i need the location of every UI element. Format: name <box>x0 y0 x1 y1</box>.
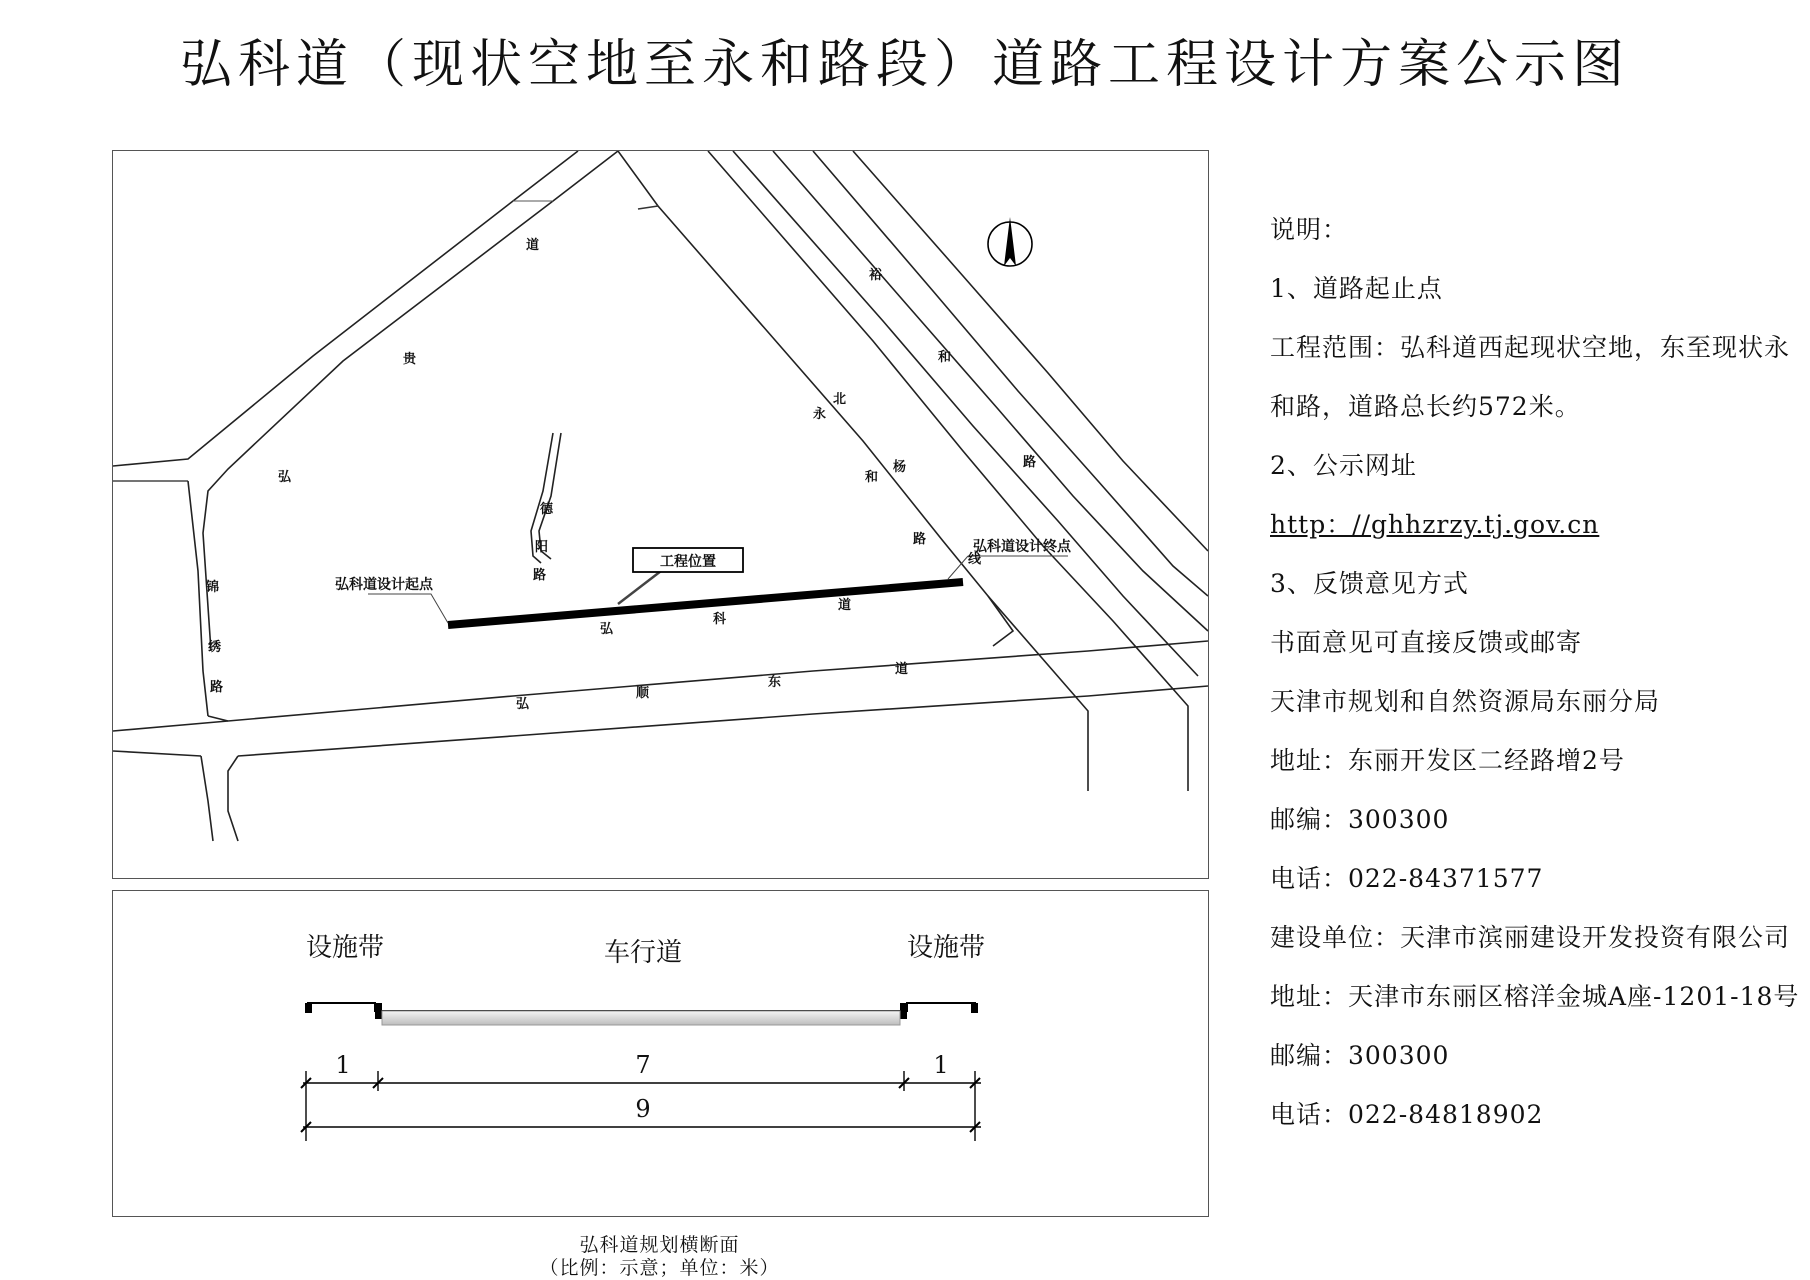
road-char-hongke-2: 科 <box>713 612 727 627</box>
road-char-beiyang-2: 杨 <box>893 460 907 475</box>
road-char-jinxiu-3: 路 <box>210 680 224 695</box>
road-char-yonghe-1: 永 <box>813 407 827 422</box>
hongke-dao-design-line <box>448 582 963 625</box>
location-map-panel <box>112 150 1209 879</box>
recipient-phone: 电话：022-84371577 <box>1270 864 1544 893</box>
road-char-beiyang-1: 北 <box>833 392 847 407</box>
road-char-honggui-3: 弘 <box>278 470 292 485</box>
start-point-leader <box>368 594 448 623</box>
developer-postcode: 邮编：300300 <box>1270 1041 1450 1070</box>
location-map <box>113 151 1208 878</box>
page-title: 弘科道（现状空地至永和路段）道路工程设计方案公示图 <box>179 35 1630 95</box>
road-char-honggui-1: 道 <box>526 238 540 253</box>
total-width: 9 <box>635 1095 651 1123</box>
cross-section-drawing <box>113 891 1208 1216</box>
road-char-huiyang-2: 阳 <box>535 540 549 555</box>
feedback-recipient: 天津市规划和自然资源局东丽分局 <box>1270 687 1661 716</box>
jinxiu-lu-south-edge-2 <box>228 756 238 841</box>
road-char-hongshun-2: 顺 <box>636 686 650 701</box>
carriageway-label: 车行道 <box>603 938 683 968</box>
project-location-leader <box>618 571 661 604</box>
yonghe-lu-east-edge <box>708 151 1188 791</box>
recipient-postcode: 邮编：300300 <box>1270 805 1450 834</box>
road-char-hongke-3: 道 <box>838 598 852 613</box>
developer-name: 建设单位：天津市滨丽建设开发投资有限公司 <box>1270 923 1791 952</box>
feedback-method: 书面意见可直接反馈或邮寄 <box>1270 628 1583 657</box>
road-char-hongke-1: 弘 <box>600 622 614 637</box>
road-char-hongshun-3: 东 <box>768 675 782 690</box>
project-scope-line-1: 工程范围：弘科道西起现状空地，东至现状永 <box>1270 333 1791 362</box>
notes-panel <box>1270 200 1800 1144</box>
start-point-label: 弘科道设计起点 <box>335 577 433 593</box>
road-network <box>113 151 1208 841</box>
road-char-yuhe-2: 和 <box>938 350 952 365</box>
right-facility-zone-label: 设施带 <box>906 933 986 963</box>
developer-phone: 电话：022-84818902 <box>1270 1100 1544 1129</box>
recipient-address: 地址：东丽开发区二经路增2号 <box>1270 746 1625 775</box>
road-char-beiyang-3: 线 <box>968 552 982 567</box>
left-facility-zone-label: 设施带 <box>305 933 385 963</box>
road-char-hongshun-1: 弘 <box>516 697 530 712</box>
hongshun-dong-dao-south-edge <box>238 686 1208 756</box>
north-arrow-icon <box>988 217 1032 266</box>
road-char-yonghe-2: 和 <box>865 470 879 485</box>
cross-section-panel <box>112 890 1209 1217</box>
notes-section-2-heading: 2、公示网址 <box>1270 451 1417 480</box>
road-char-hongshun-4: 道 <box>895 662 909 677</box>
road-char-yuhe-1: 裕 <box>869 268 883 283</box>
project-location-label: 工程位置 <box>660 554 716 570</box>
honggui-dao-inner-edge <box>203 151 618 651</box>
yuhe-lu-edge-1 <box>813 151 1208 596</box>
beiyang-xian-edge-2 <box>773 151 1208 631</box>
developer-address: 地址：天津市东丽区榕洋金城A座-1201-18号 <box>1270 982 1800 1011</box>
end-point-label: 弘科道设计终点 <box>973 539 1071 555</box>
notice-website-link[interactable]: http：//ghhzrzy.tj.gov.cn <box>1270 510 1600 539</box>
right-facility-width: 1 <box>933 1051 949 1079</box>
road-char-huiyang-3: 路 <box>533 568 547 583</box>
jinxiu-lu-south-edge-1 <box>201 756 213 841</box>
road-char-honggui-2: 贵 <box>403 352 417 367</box>
road-char-yuhe-3: 路 <box>1023 455 1037 470</box>
carriageway-width: 7 <box>635 1051 651 1079</box>
project-scope-line-2: 和路，道路总长约572米。 <box>1270 392 1581 421</box>
notes-section-3-heading: 3、反馈意见方式 <box>1270 569 1469 598</box>
road-char-jinxiu-1: 锦 <box>206 580 220 595</box>
road-char-yonghe-3: 路 <box>913 532 927 547</box>
left-facility-width: 1 <box>335 1051 351 1079</box>
notes-heading: 说明： <box>1270 215 1349 244</box>
honggui-dao-outer-edge <box>113 151 578 466</box>
cross-section-scale-note: （比例：示意；单位：米） <box>539 1257 780 1279</box>
cross-section-caption: 弘科道规划横断面 <box>579 1234 740 1256</box>
road-char-huiyang-1: 德 <box>540 502 554 517</box>
road-profile <box>305 1003 978 1025</box>
notes-section-1-heading: 1、道路起止点 <box>1270 274 1443 303</box>
road-char-jinxiu-2: 绣 <box>208 640 222 655</box>
